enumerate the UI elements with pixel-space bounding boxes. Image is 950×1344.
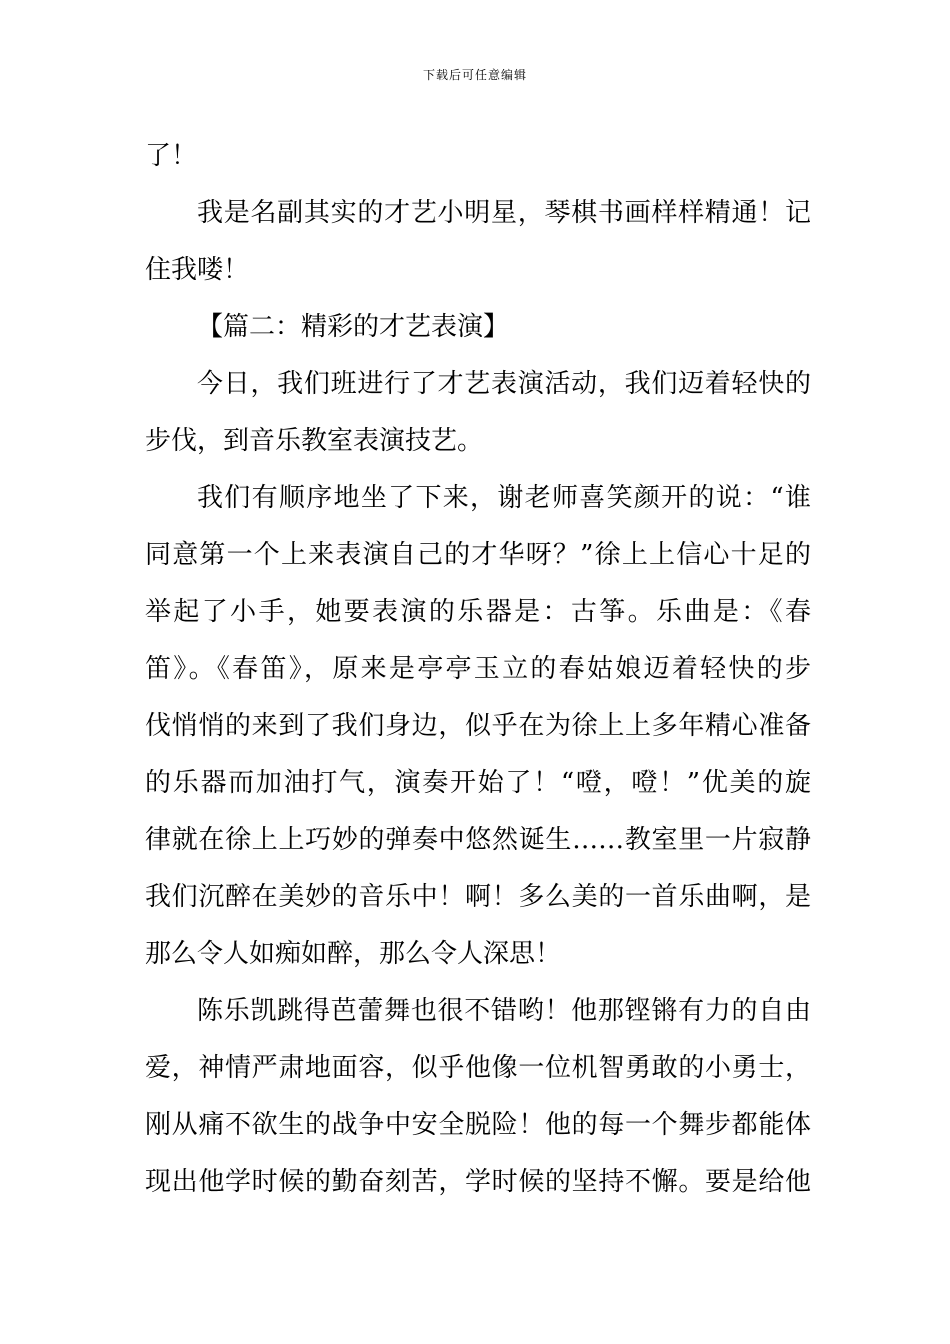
text-line: 的乐器而加油打气，演奏开始了！“噔，噔！”优美的旋 — [145, 768, 811, 798]
section-heading: 【篇二：精彩的才艺表演】 — [197, 312, 510, 342]
text-line: 住我喽！ — [145, 255, 250, 285]
text-line: 伐悄悄的来到了我们身边，似乎在为徐上上多年精心准备 — [145, 711, 811, 741]
text-line: 举起了小手，她要表演的乐器是：古筝。乐曲是：《春 — [145, 597, 811, 627]
document-body — [145, 128, 811, 1211]
text-line: 刚从痛不欲生的战争中安全脱险！他的每一个舞步都能体 — [145, 1110, 811, 1140]
text-line: 爱，神情严肃地面容，似乎他像一位机智勇敢的小勇士， — [145, 1053, 811, 1083]
paragraph-line: 我是名副其实的才艺小明星，琴棋书画样样精通！记 — [197, 198, 811, 228]
text-line: 笛》。《春笛》，原来是亭亭玉立的春姑娘迈着轻快的步 — [145, 654, 811, 684]
text-line: 同意第一个上来表演自己的才华呀？”徐上上信心十足的 — [145, 540, 811, 570]
paragraph-line: 我们有顺序地坐了下来，谢老师喜笑颜开的说：“谁 — [197, 483, 811, 513]
page-header: 下载后可任意编辑 — [422, 68, 527, 82]
text-line: 我们沉醉在美妙的音乐中！啊！多么美的一首乐曲啊，是 — [145, 882, 811, 912]
text-line: 律就在徐上上巧妙的弹奏中悠然诞生……教室里一片寂静 — [145, 825, 811, 855]
paragraph-line: 陈乐凯跳得芭蕾舞也很不错哟！他那铿锵有力的自由 — [197, 996, 811, 1026]
text-line: 了！ — [145, 141, 198, 171]
text-line: 步伐，到音乐教室表演技艺。 — [145, 426, 484, 456]
text-line: 那么令人如痴如醉，那么令人深思！ — [145, 939, 562, 969]
paragraph-line: 今日，我们班进行了才艺表演活动，我们迈着轻快的 — [197, 369, 811, 399]
text-line: 现出他学时候的勤奋刻苦，学时候的坚持不懈。要是给他 — [145, 1167, 811, 1197]
